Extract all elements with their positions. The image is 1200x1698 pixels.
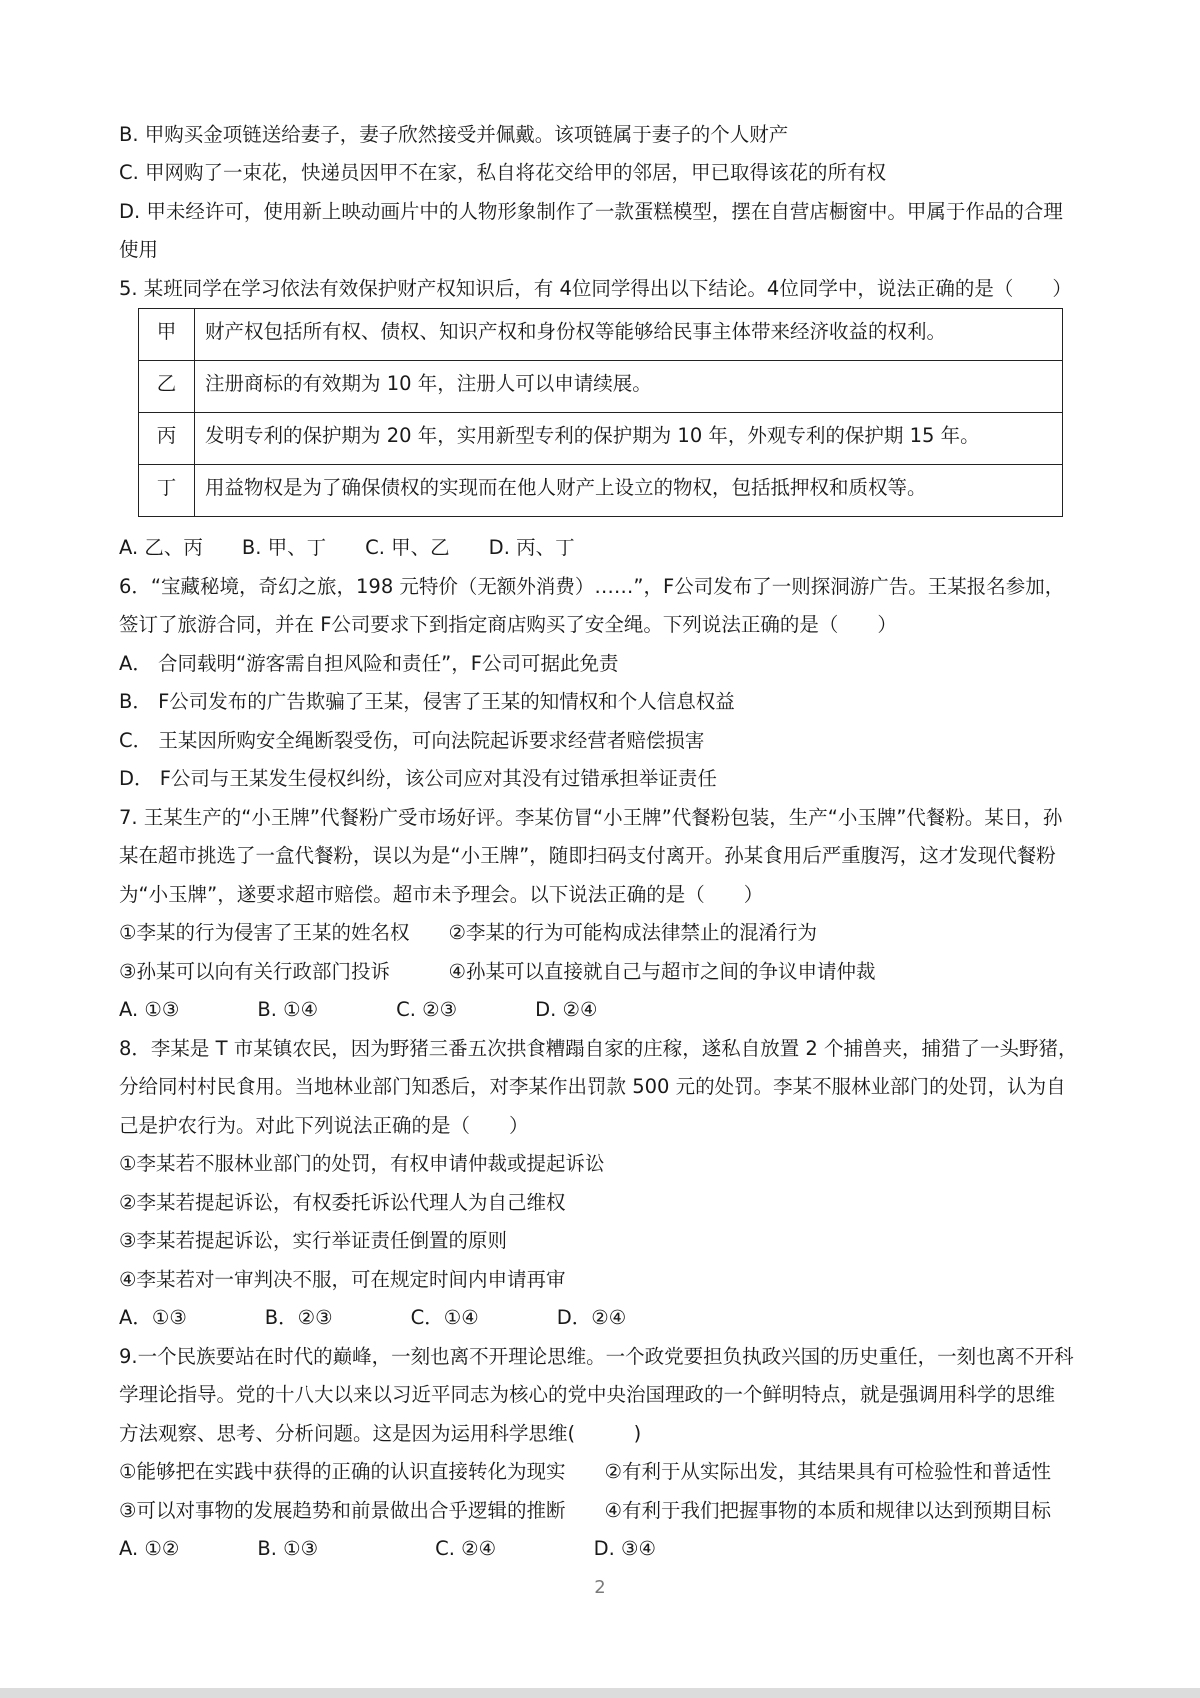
q6-option-c: C． 王某因所购安全绳断裂受伤，可向法院起诉要求经营者赔偿损害 — [119, 729, 705, 752]
q5-statement-table — [138, 308, 1063, 517]
statement-text: 财产权包括所有权、债权、知识产权和身份权等能够给民事主体带来经济收益的权利。 — [195, 309, 1063, 361]
q8-statement-1: ①李某若不服林业部门的处罚，有权申请仲裁或提起诉讼 — [119, 1152, 605, 1175]
statement-key: 甲 — [139, 309, 195, 361]
q7-options: A. ①③ B. ①④ C. ②③ D. ②④ — [119, 998, 598, 1021]
statement-key: 乙 — [139, 361, 195, 413]
q6-option-b: B． F公司发布的广告欺骗了王某，侵害了王某的知情权和个人信息权益 — [119, 690, 735, 713]
statement-key: 丙 — [139, 413, 195, 465]
q9-options: A. ①② B. ①③ C. ②④ D. ③④ — [119, 1537, 656, 1560]
q8-stem-cont: 己是护农行为。对此下列说法正确的是（ ） — [119, 1114, 529, 1137]
q4-option-d-cont: 使用 — [119, 238, 159, 261]
q8-stem-cont: 分给同村村民食用。当地林业部门知悉后，对李某作出罚款 500 元的处罚。李某不服林业部门的处罚，认为自 — [119, 1075, 1066, 1098]
q9-statements-3-4: ③可以对事物的发展趋势和前景做出合乎逻辑的推断 ④有利于我们把握事物的本质和规律以达到预期目标 — [119, 1499, 1051, 1522]
q7-stem-cont: 为“小玉牌”，遂要求超市赔偿。超市未予理会。以下说法正确的是（ ） — [119, 883, 764, 906]
page-bottom-edge — [0, 1688, 1200, 1698]
q8-statement-3: ③李某若提起诉讼，实行举证责任倒置的原则 — [119, 1229, 507, 1252]
q9-stem: 9.一个民族要站在时代的巅峰，一刻也离不开理论思维。一个政党要担负执政兴国的历史重任，一刻也离不开科 — [119, 1345, 1074, 1368]
statement-key: 丁 — [139, 465, 195, 517]
statement-text: 注册商标的有效期为 10 年，注册人可以申请续展。 — [195, 361, 1063, 413]
table-row — [139, 465, 1063, 517]
q4-option-b: B. 甲购买金项链送给妻子，妻子欣然接受并佩戴。该项链属于妻子的个人财产 — [119, 123, 789, 146]
q9-stem-cont: 学理论指导。党的十八大以来以习近平同志为核心的党中央治国理政的一个鲜明特点，就是强调用科学的思维 — [119, 1383, 1056, 1406]
q7-statements-3-4: ③孙某可以向有关行政部门投诉 ④孙某可以直接就自己与超市之间的争议申请仲裁 — [119, 960, 876, 983]
table-row — [139, 413, 1063, 465]
table-row — [139, 361, 1063, 413]
q4-option-c: C. 甲网购了一束花，快递员因甲不在家，私自将花交给甲的邻居，甲已取得该花的所有权 — [119, 161, 887, 184]
q6-stem: 6．“宝藏秘境，奇幻之旅，198 元特价（无额外消费）……”，F公司发布了一则探洞游广告。王某报名参加， — [119, 575, 1065, 598]
q7-stem: 7. 王某生产的“小王牌”代餐粉广受市场好评。李某仿冒“小王牌”代餐粉包装，生产“小玉牌”代餐粉。某日，孙 — [119, 806, 1063, 829]
q5-stem: 5. 某班同学在学习依法有效保护财产权知识后，有 4位同学得出以下结论。4位同学中，说法正确的是（ ） — [119, 277, 1072, 300]
statement-text: 用益物权是为了确保债权的实现而在他人财产上设立的物权，包括抵押权和质权等。 — [195, 465, 1063, 517]
q4-option-d: D. 甲未经许可，使用新上映动画片中的人物形象制作了一款蛋糕模型，摆在自营店橱窗中。甲属于作品的合理 — [119, 200, 1063, 223]
page-number: 2 — [594, 1577, 606, 1598]
q6-stem-cont: 签订了旅游合同，并在 F公司要求下到指定商店购买了安全绳。下列说法正确的是（ ） — [119, 613, 897, 636]
q7-stem-cont: 某在超市挑选了一盒代餐粉，误以为是“小王牌”，随即扫码支付离开。孙某食用后严重腹泻，这才发现代餐粉 — [119, 844, 1056, 867]
table-row — [139, 309, 1063, 361]
q5-options: A. 乙、丙 B. 甲、丁 C. 甲、乙 D. 丙、丁 — [119, 536, 575, 559]
q9-stem-cont: 方法观察、思考、分析问题。这是因为运用科学思维( ) — [119, 1422, 642, 1445]
q8-statement-4: ④李某若对一审判决不服，可在规定时间内申请再审 — [119, 1268, 566, 1291]
statement-text: 发明专利的保护期为 20 年，实用新型专利的保护期为 10 年，外观专利的保护期 15 年。 — [195, 413, 1063, 465]
q9-statements-1-2: ①能够把在实践中获得的正确的认识直接转化为现实 ②有利于从实际出发，其结果具有可检验性和普适性 — [119, 1460, 1051, 1483]
q6-option-a: A． 合同载明“游客需自担风险和责任”，F公司可据此免责 — [119, 652, 619, 675]
q8-statement-2: ②李某若提起诉讼，有权委托诉讼代理人为自己维权 — [119, 1191, 566, 1214]
q8-options: A．①③ B．②③ C．①④ D．②④ — [119, 1306, 627, 1329]
q8-stem: 8．李某是 T 市某镇农民，因为野猪三番五次拱食糟蹋自家的庄稼，遂私自放置 2 个捕兽夹，捕猎了一头野猪， — [119, 1037, 1078, 1060]
q6-option-d: D． F公司与王某发生侵权纠纷，该公司应对其没有过错承担举证责任 — [119, 767, 717, 790]
q7-statements-1-2: ①李某的行为侵害了王某的姓名权 ②李某的行为可能构成法律禁止的混淆行为 — [119, 921, 817, 944]
